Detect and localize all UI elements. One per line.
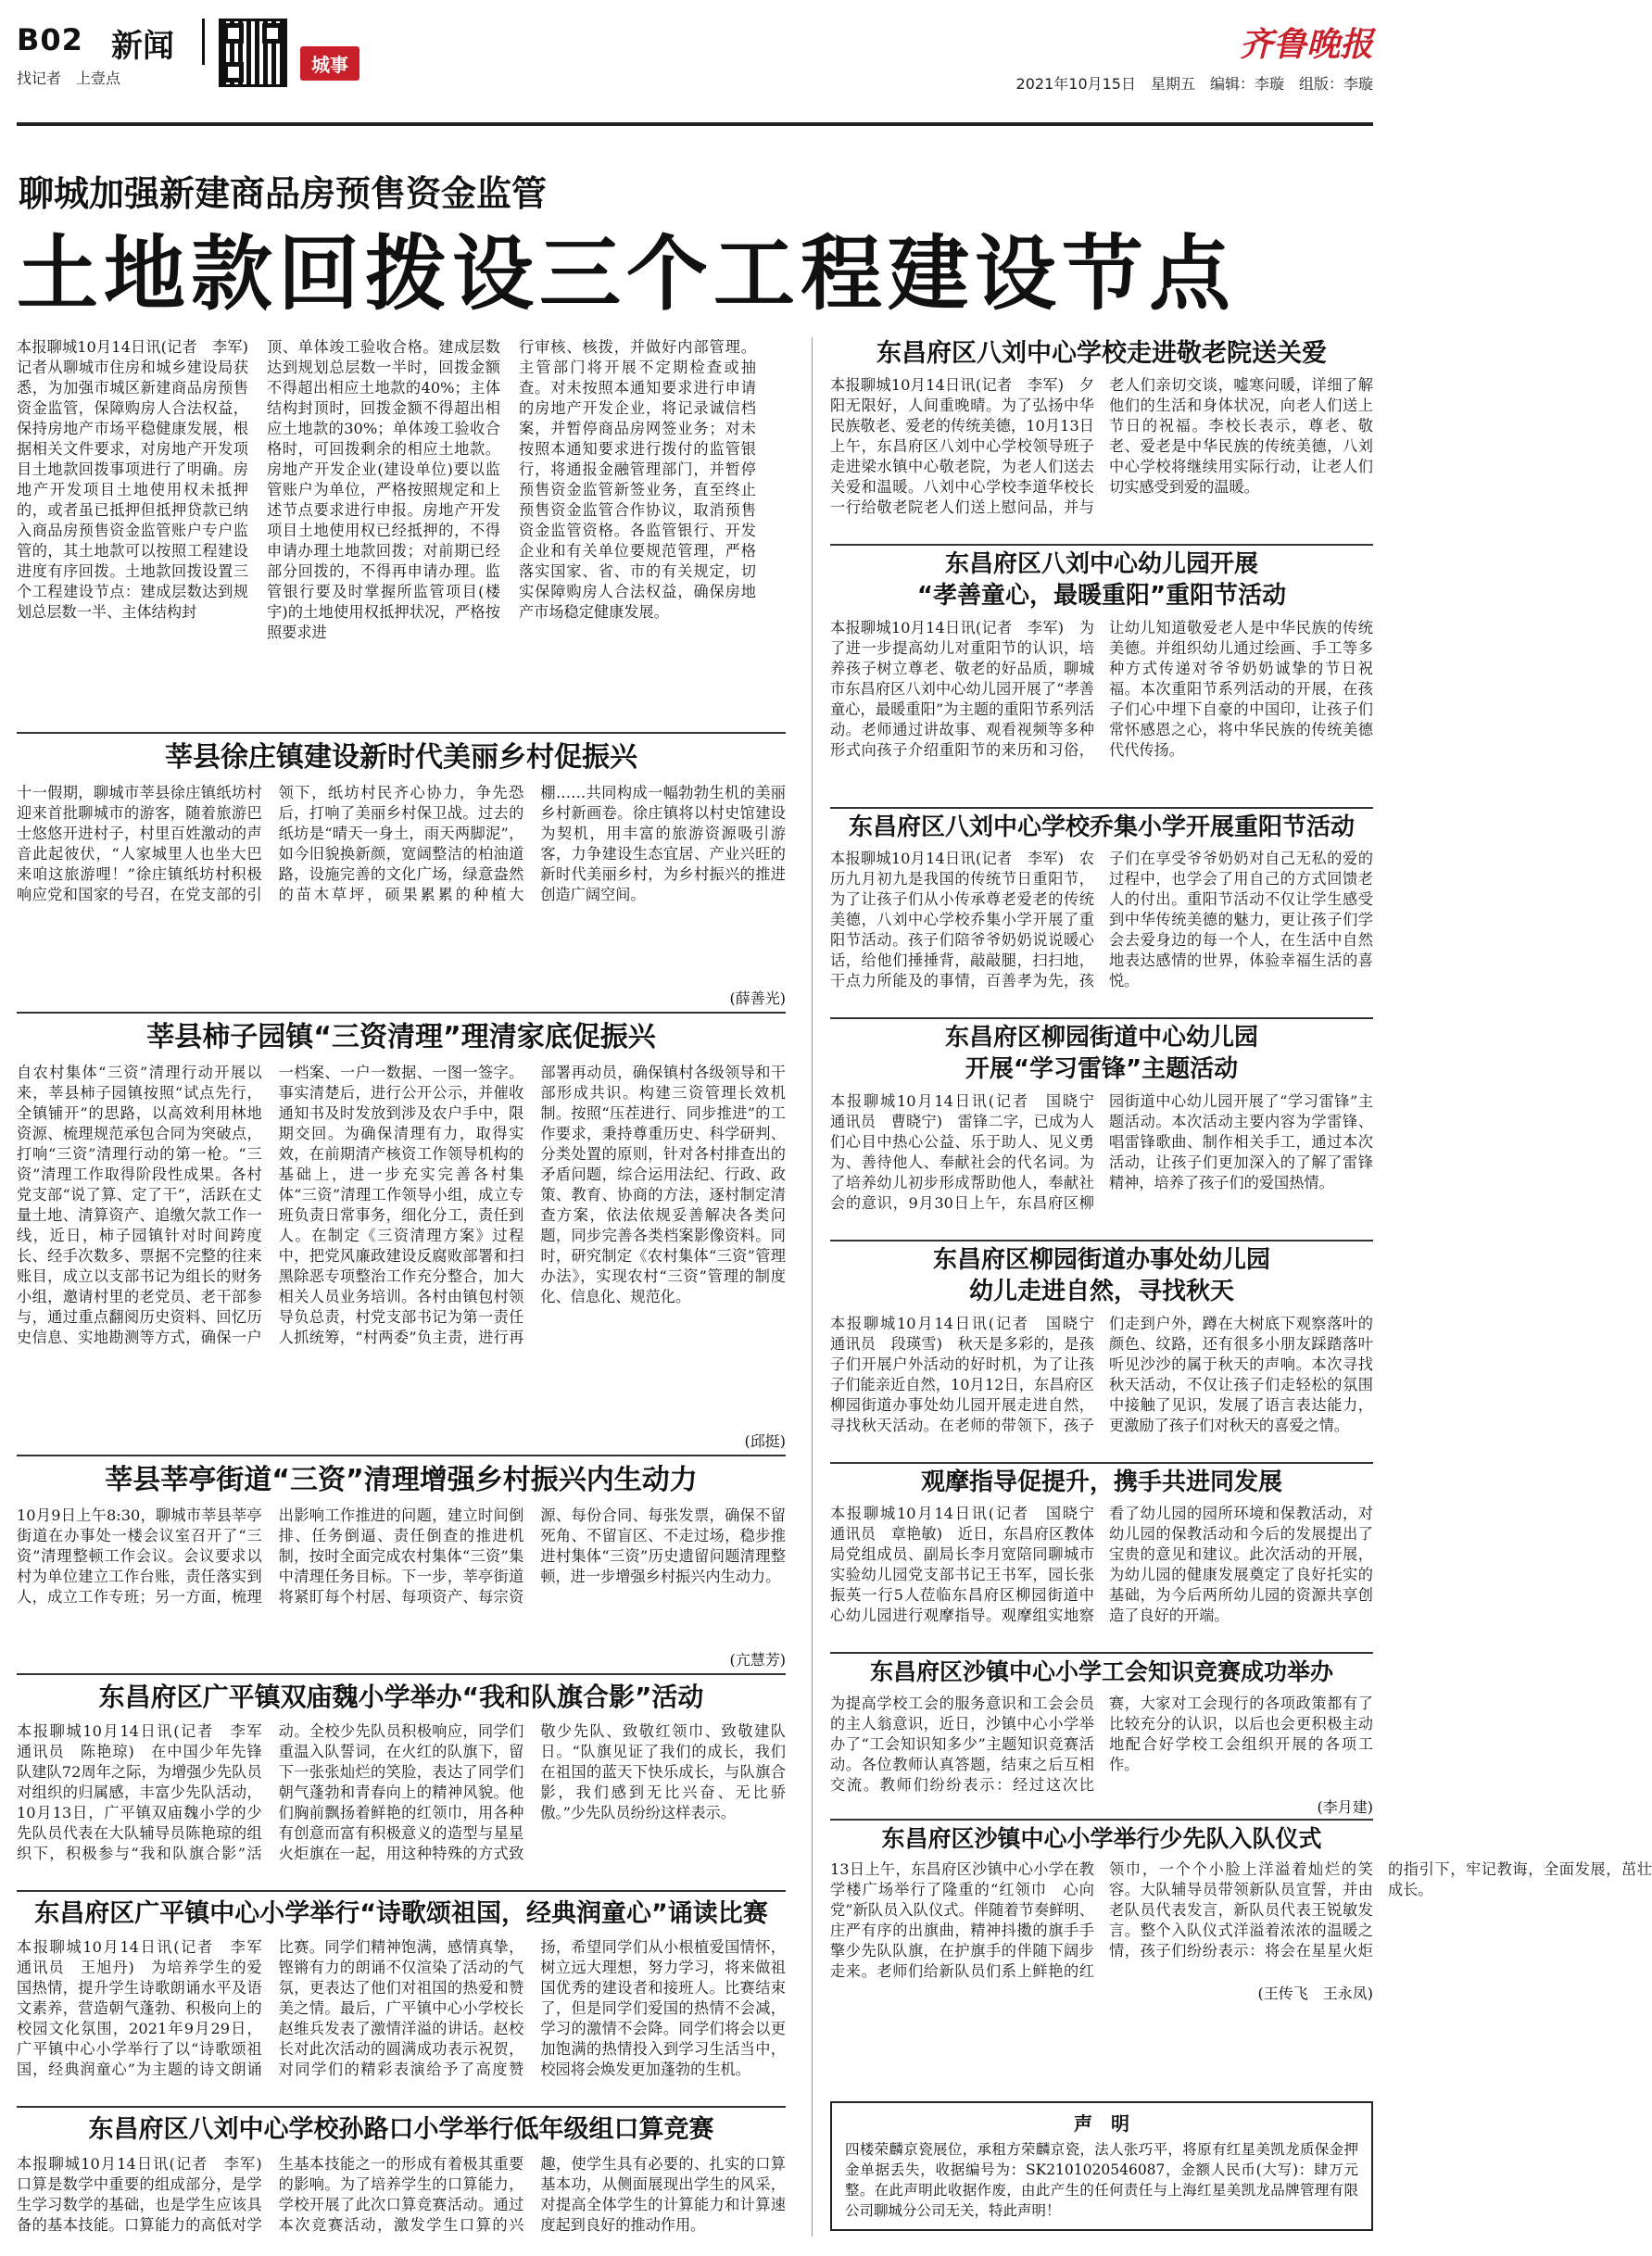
story-body: 本报聊城10月14日讯(记者 国晓宁 通讯员 段瑛雪) 秋天是多彩的，是孩子们开展户外活动的好时机，为了让孩子们能亲近自然，10月12日，东昌府区柳园街道办事处幼儿园开展走进自然，寻找秋天活动。在老师的带领下，孩子们走到户外，蹲在大树底下观察落叶的颜色、纹路，还有很多小朋友踩踏落叶听见沙沙的属于秋天的声响。本次寻找秋天活动，不仅让孩子们走轻松的氛围中接触了见识，发展了语言表达能力，更激励了孩子们对秋天的喜爱之情。 [830, 1314, 1373, 1434]
story-body: 10月9日上午8:30，聊城市莘县莘亭街道在办事处一楼会议室召开了“三资”清理整顿工作会议。会议要求以村为单位建立工作台账，责任落实到人，成立工作专班；另一方面，梳理出影响工作推进的问题，建立时间倒排、任务倒逼、责任倒查的推进机制，按时全面完成农村集体“三资”集中清理任务目标。下一步，莘亭街道将紧盯每个村居、每项资产、每宗资源、每份合同、每张发票，确保不留死角、不留盲区、不走过场，稳步推进村集体“三资”历史遗留问题清理整顿，进一步增强乡村振兴内生动力。 [17, 1506, 786, 1606]
story-body: 为提高学校工会的服务意识和工会会员的主人翁意识，近日，沙镇中心小学举办了“工会知识知多少”主题知识竞赛活动。各位教师认真答题，结束之后互相交流。教师们纷纷表示：经过这次比赛，大家对工会现行的各项政策都有了比较充分的认识，以后也会更积极主动地配合好学校工会组织开展的各项工作。 [830, 1694, 1373, 1794]
lead-headline: 土地款回拨设三个工程建设节点 [17, 226, 1237, 321]
story-body: 自农村集体“三资”清理行动开展以来，莘县柿子园镇按照“试点先行，全镇铺开”的思路，以高效利用林地资源、梳理规范承包合同为突破点，打响“三资”清理行动的第一枪。“三资”清理工作取得阶段性成果。各村党支部“说了算、定了干”，活跃在丈量土地、清算资产、追缴欠款工作一线，近日，柿子园镇针对时间跨度长、经手次数多、票据不完整的往来账目，成立以支部书记为组长的财务小组，邀请村里的老党员、老干部参与，通过重点翻阅历史资料、回忆历史信息、实地勘测等方式，确保一户一档案、一户一数据、一图一签字。事实清楚后，进行公开公示，并催收通知书及时发放到涉及农户手中，限期交回。为确保清理有力，取得实效，在前期清产核资工作领导机构的基础上，进一步充实完善各村集体“三资”清理工作领导小组，成立专班负责日常事务，细化分工，责任到人。在制定《三资清理方案》过程中，把党风廉政建设反腐败部署和扫黑除恶专项整治工作充分整合，加大相关人员业务培训。各村由镇包村领导负总责，村党支部书记为第一责任人抓统筹，“村两委”负主责，进行再部署再动员，确保镇村各级领导和干部形成共识。构建三资管理长效机制。按照“压茬进行、同步推进”的工作要求，秉持尊重历史、科学研判、分类处置的原则，针对各村排查出的矛盾问题，综合运用法纪、行政、政策、教育、协商的方法，逐村制定清查方案，依法依规妥善解决各类问题，同步完善各类档案影像资料。同时，研究制定《农村集体“三资”管理办法》，实现农村“三资”管理的制度化、信息化、规范化。 [17, 1064, 786, 1346]
masthead-slogan: 找记者 上壹点 [17, 69, 121, 87]
notice-body: 四楼荣麟京瓷展位，承租方荣麟京瓷，法人张巧平，将原有红星美凯龙质保金押金单据丢失，收据编号为：SK2101020546087，金额人民币(大写)：肆万元整。在此声明此收据作废，由此产生的任何责任与上海红星美凯龙品牌管理有限公司聊城分公司无关，特此声明！ [845, 2141, 1358, 2219]
story-title: 莘县莘亭街道“三资”清理增强乡村振兴内生动力 [105, 1464, 698, 1496]
story-body: 十一假期，聊城市莘县徐庄镇纸坊村迎来首批聊城市的游客，随着旅游巴士悠悠开进村子，村里百姓激动的声音此起彼伏，“人家城里人也坐大巴来咱这旅游哩！”徐庄镇纸坊村积极响应党和国家的号召，在党支部的引领下，纸坊村民齐心协力，争先恐后，打响了美丽乡村保卫战。过去的纸坊是“晴天一身土，雨天两脚泥”，如今旧貌换新颜，宽阔整洁的柏油道路，设施完善的文化广场，绿意盎然的苗木草坪，硕果累累的种植大棚……共同构成一幅勃勃生机的美丽乡村新画卷。徐庄镇将以村史馆建设为契机，用丰富的旅游资源吸引游客，力争建设生态宜居、产业兴旺的新时代美丽乡村，为乡村振兴的推进创造广阔空间。 [17, 784, 786, 903]
story-title: 莘县柿子园镇“三资清理”理清家底促振兴 [146, 1021, 656, 1053]
dateline: 2021年10月15日 星期五 编辑：李璇 组版：李璇 [1015, 75, 1373, 93]
column-separator [812, 337, 813, 2237]
lead-column-1: 本报聊城10月14日讯(记者 李军) 记者从聊城市住房和城乡建设局获悉，为加强市城区新建商品房预售资金监管，保障购房人合法权益，保持房地产市场平稳健康发展，根据相关文件要求，对房地产开发项目土地款回拨事项进行了明确。房地产开发项目土地使用权未抵押的，或者虽已抵押但抵押贷款已纳入商品房预售资金监管账户专户监管的，其土地款可以按照工程建设进度有序回拨。土地款回拨设置三个工程建设节点：建成层数达到规划总层数一半、主体结构封 [17, 338, 264, 621]
story-author: (邱挺) [744, 1432, 786, 1450]
story-divider [830, 1462, 1373, 1464]
story-title: 莘县徐庄镇建设新时代美丽乡村促振兴 [165, 741, 637, 774]
story-title: 东昌府区八刘中心幼儿园开展 “孝善童心，最暖重阳”重阳节活动 [916, 550, 1287, 610]
masthead [17, 19, 1373, 93]
lead-subheadline: 聊城加强新建商品房预售资金监管 [19, 173, 548, 214]
story-title: 东昌府区八刘中心学校孙路口小学举行低年级组口算竞赛 [88, 2115, 714, 2145]
right-stories [830, 337, 1652, 2094]
masthead-divider [202, 19, 205, 65]
masthead-rule [17, 122, 1373, 126]
section-name: 新闻 [111, 28, 174, 65]
story-author: (王传飞 王永凤) [1257, 1985, 1373, 2003]
qr-code-icon [219, 19, 287, 87]
story-author: (李月建) [1317, 1797, 1373, 1816]
story-divider [17, 2106, 786, 2108]
story-divider [17, 1673, 786, 1675]
story-divider [830, 807, 1373, 809]
story-body: 本报聊城10月14日讯(记者 国晓宁 通讯员 曹晓宁) 雷锋二字，已成为人们心目中热心公益、乐于助人、见义勇为、善待他人、奉献社会的代名词。为了培养幼儿初步形成帮助他人，奉献社会的意识，9月30日上午，东昌府区柳园街道中心幼儿园开展了“学习雷锋”主题活动。本次活动主要内容为学雷锋、唱雷锋歌曲、制作相关手工，通过本次活动，让孩子们更加深入的了解了雷锋精神，培养了孩子们的爱国热情。 [830, 1092, 1373, 1213]
lead-column-3: 行审核、核拨，并做好内部管理。主管部门将开展不定期检查或抽查。对未按照本通知要求进行申请的房地产开发企业，将记录诚信档案，并暂停商品房网签业务；对未按照本通知要求进行拨付的监管银行，将通报金融管理部门，并暂停预售资金监管新签业务，直至终止预售资金监管合作协议，取消预售资金监管资格。各监管银行、开发企业和有关单位要规范管理，严格落实国家、省、市的有关规定，切实保障购房人合法权益，确保房地产市场稳定健康发展。 [519, 338, 756, 621]
story-divider [17, 732, 786, 734]
story-body: 本报聊城10月14日讯(记者 李军) 为了进一步提高幼儿对重阳节的认识，培养孩子树立尊老、敬老的好品质，聊城市东昌府区八刘中心幼儿园开展了“孝善童心，最暖重阳”为主题的重阳节系列活动。老师通过讲故事、观看视频等多种形式向孩子介绍重阳节的来历和习俗，让幼儿知道敬爱老人是中华民族的传统美德。并组织幼儿通过绘画、手工等多种方式传递对爷爷奶奶诚挚的节日祝福。本次重阳节系列活动的开展，在孩子们心中埋下自豪的中国印，让孩子们常怀感恩之心，将中华民族的传统美德代代传扬。 [830, 618, 1373, 759]
story-title: 东昌府区沙镇中心小学工会知识竞赛成功举办 [869, 1658, 1333, 1686]
story-body: 13日上午，东昌府区沙镇中心小学在教学楼广场举行了隆重的“红领巾 心向党”新队员入队仪式。伴随着节奏鲜明、庄严有序的出旗曲，精神抖擞的旗手手擎少先队队旗，在护旗手的伴随下阔步走来。老师们给新队员们系上鲜艳的红领巾，一个个小脸上洋溢着灿烂的笑容。大队辅导员带领新队员宣誓，并由老队员代表发言，新队员代表王锐敏发言。整个入队仪式洋溢着浓浓的温暖之情，孩子们纷纷表示：将会在星星火炬的指引下，牢记教诲，全面发展，茁壮成长。 [830, 1860, 1652, 1981]
story-body: 本报聊城10月14日讯(记者 李军 通讯员 陈艳琼) 在中国少年先锋队建队72周年之际，为增强少先队员对组织的归属感，丰富少先队活动，10月13日，广平镇双庙魏小学的少先队员代表在大队辅导员陈艳琼的组织下，积极参与“我和队旗合影”活动。全校少先队员积极响应，同学们重温入队誓词，在火红的队旗下，留下一张张灿烂的笑脸，表达了同学们朝气蓬勃和青春向上的精神风貌。他们胸前飘扬着鲜艳的红领巾，用各种有创意而富有积极意义的造型与星星火炬旗在一起，用这种特殊的方式致敬少先队、致敬红领巾、致敬建队日。“队旗见证了我们的成长，我们在祖国的蓝天下快乐成长，与队旗合影，我们感到无比兴奋、无比骄傲。”少先队员纷纷这样表示。 [17, 1722, 786, 1863]
story-divider [830, 1819, 1373, 1821]
story-title: 东昌府区柳园街道办事处幼儿园 幼儿走进自然，寻找秋天 [932, 1246, 1270, 1305]
story-body: 本报聊城10月14日讯(记者 国晓宁 通讯员 章艳敏) 近日，东昌府区教体局党组成员、副局长李月宽陪同聊城市实验幼儿园党支部书记王书军，园长张振英一行5人莅临东昌府区柳园街道中心幼儿园进行观摩指导。观摩组实地察看了幼儿园的园所环境和保教活动，对幼儿园的保教活动和今后的发展提出了宝贵的意见和建议。此次活动的开展，为幼儿园的健康发展奠定了良好托实的基础，为今后两所幼儿园的资源共享创造了良好的开端。 [830, 1505, 1373, 1625]
story-divider [17, 1012, 786, 1014]
story-author: (薛善光) [729, 989, 786, 1007]
story-title: 东昌府区广平镇中心小学举行“诗歌颂祖国，经典润童心”诵读比赛 [34, 1899, 768, 1929]
story-body: 本报聊城10月14日讯(记者 李军) 农历九月初九是我国的传统节日重阳节，为了让孩子们从小传承尊老爱老的传统美德，八刘中心学校乔集小学开展了重阳节活动。孩子们陪爷爷奶奶说说暖心话，给他们捶捶背，敲敲腿，扫扫地，干点力所能及的事情，百善孝为先，孩子们在享受爷爷奶奶对自己无私的爱的过程中，也学会了用自己的方式回馈老人的付出。重阳节活动不仅让学生感受到中华传统美德的魅力，更让孩子们学会去爱身边的每一个人，在生活中自然地表达感情的世界，体验幸福生活的喜悦。 [830, 850, 1373, 990]
story-author: (亢慧芳) [729, 1651, 786, 1669]
story-title: 东昌府区广平镇双庙魏小学举办“我和队旗合影”活动 [98, 1682, 704, 1712]
story-divider [17, 1455, 786, 1456]
story-divider [830, 1240, 1373, 1241]
story-title: 东昌府区柳园街道中心幼儿园 开展“学习雷锋”主题活动 [944, 1024, 1258, 1084]
newspaper-logo: 齐鲁晚报 [1239, 25, 1373, 64]
story-title: 东昌府区沙镇中心小学举行少先队入队仪式 [881, 1824, 1322, 1852]
story-divider [17, 1890, 786, 1892]
story-body: 本报聊城10月14日讯(记者 李军 通讯员 王旭丹) 为培养学生的爱国热情，提升学生诗歌朗诵水平及语文素养，营造朝气蓬勃、积极向上的校园文化氛围，2021年9月29日，广平镇中心小学举行了以“诗歌颂祖国，经典润童心”为主题的诗文朗诵比赛。同学们精神饱满，感情真挚，铿锵有力的朗诵不仅渲染了活动的气氛，更表达了他们对祖国的热爱和赞美之情。最后，广平镇中心小学校长赵维兵发表了激情洋溢的讲话。赵校长对此次活动的圆满成功表示祝贺，对同学们的精彩表演给予了高度赞扬，希望同学们从小根植爱国情怀，树立远大理想，努力学习，将来做祖国优秀的建设者和接班人。比赛结束了，但是同学们爱国的热情不会减，学习的激情不会降。同学们将会以更加饱满的热情投入到学习生活当中，校园将会焕发更加蓬勃的生机。 [17, 1938, 786, 2079]
story-divider [830, 544, 1373, 546]
story-title: 观摩指导促提升，携手共进同发展 [920, 1468, 1282, 1496]
story-divider [830, 1652, 1373, 1654]
story-body: 本报聊城10月14日讯(记者 李军) 口算是数学中重要的组成部分，是学生学习数学的基础，也是学生应该具备的基本技能。口算能力的高低对学生基本技能之一的形成有着极其重要的影响。为了培养学生的口算能力，学校开展了此次口算竞赛活动。通过本次竞赛活动，激发学生口算的兴趣，使学生具有必要的、扎实的口算基本功，从侧面展现出学生的风采，对提高全体学生的计算能力和计算速度起到良好的推动作用。 [17, 2154, 786, 2234]
notice-title: 声 明 [1074, 2112, 1129, 2135]
left-stories [17, 732, 786, 2233]
lead-column-2: 顶、单体竣工验收合格。建成层数达到规划总层数一半时，回拨金额不得超出相应土地款的40%；主体结构封顶时，回拨金额不得超出相应土地款的30%；单体竣工验收合格时，可回拨剩余的相应土地款。房地产开发企业(建设单位)要以监管账户为单位，严格按照规定和上述节点要求进行申报。房地产开发项目土地使用权已经抵押的，不得申请办理土地款回拨；对前期已经部分回拨的，不得再申请办理。监管银行要及时掌握所监管项目(楼宇)的土地使用权抵押状况，严格按照要求进 [267, 338, 500, 641]
story-divider [830, 1017, 1373, 1019]
page-number: B02 [17, 22, 83, 57]
legal-notice [830, 2101, 1373, 2231]
story-body: 本报聊城10月14日讯(记者 李军) 夕阳无限好，人间重晚晴。为了弘扬中华民族敬老、爱老的传统美德，10月13日上午，东昌府区八刘中心学校领导班子走进梁水镇中心敬老院，为老人们送去关爱和温暖。八刘中心学校李道华校长一行给敬老院老人们送上慰问品，并与老人们亲切交谈，嘘寒问暖，详细了解他们的生活和身体状况，向老人们送上节日的祝福。李校长表示，尊老、敬老、爱老是中华民族的传统美德，八刘中心学校将继续用实际行动，让老人们切实感受到爱的温暖。 [830, 376, 1373, 517]
story-title: 东昌府区八刘中心学校乔集小学开展重阳节活动 [848, 813, 1355, 841]
section-tag: 城事 [300, 46, 359, 81]
story-title: 东昌府区八刘中心学校走进敬老院送关爱 [876, 339, 1327, 368]
